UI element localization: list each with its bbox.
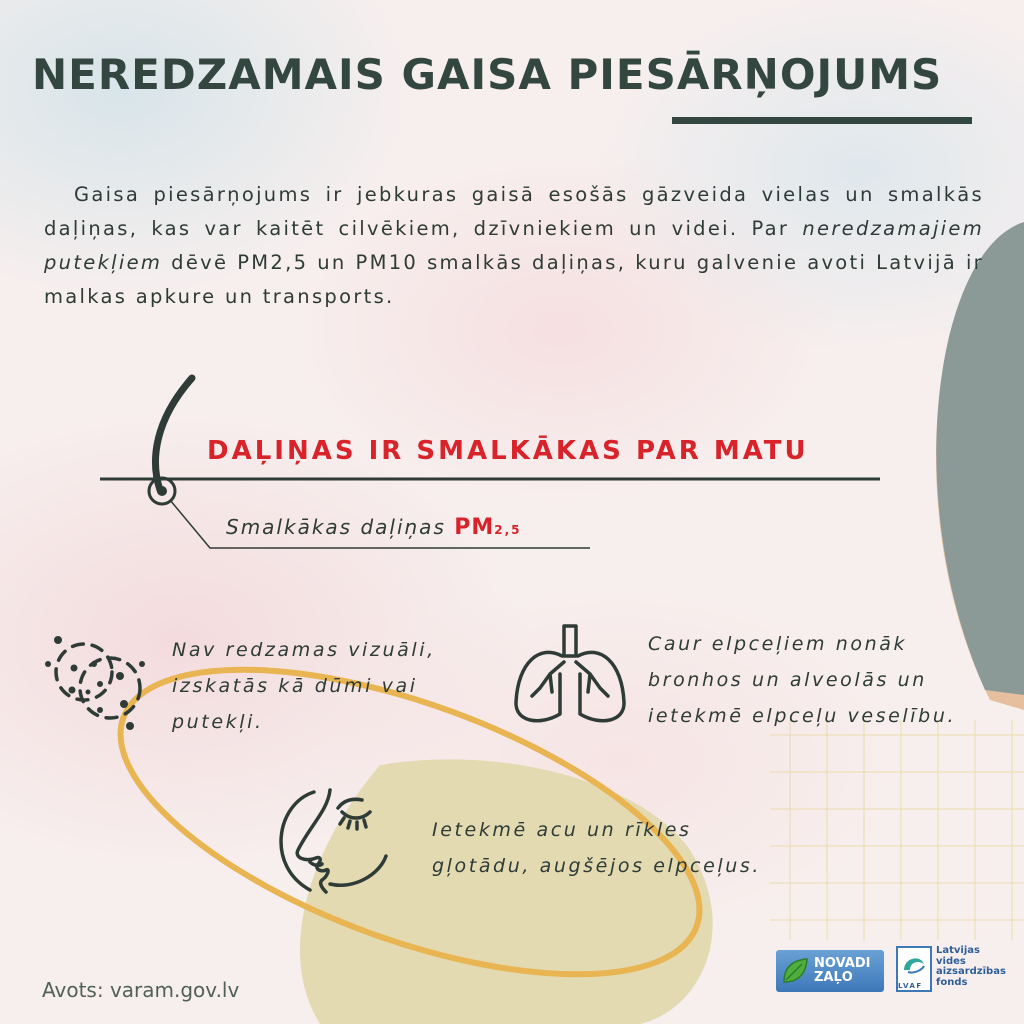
intro-italic-term: neredzamajiem putekļiem — [44, 217, 984, 274]
lvaf-name — [936, 946, 1008, 988]
lvaf-line-4: fonds — [936, 976, 968, 988]
intro-paragraph — [44, 178, 984, 314]
pm-caption-text: Smalkākas daļiņas — [226, 515, 446, 539]
face-profile-icon — [270, 786, 390, 896]
fact-face — [432, 812, 761, 884]
fact-face-line-1: Ietekmē acu un rīkles — [432, 819, 692, 841]
particles-icon — [38, 624, 150, 736]
particles-headline: DAĻIŅAS IR SMALKĀKAS PAR MATU — [207, 436, 809, 466]
intro-text-before: Gaisa piesārņojums ir jebkuras gaisā esošās gāzveida vielas un smalkās daļiņas, kas var kaitēt cilvēkiem, dzīvniekiem un videi. Par — [44, 183, 984, 240]
leaf-icon — [780, 956, 810, 986]
novadi-zalo-text — [814, 957, 870, 985]
fact-lungs — [648, 626, 956, 734]
fact-particles-line-2: izskatās kā dūmi vai — [172, 675, 418, 697]
fact-lungs-line-3: ietekmē elpceļu veselību. — [648, 705, 957, 727]
fact-particles-line-3: putekļi. — [172, 711, 264, 733]
lvaf-line-1: Latvijas — [936, 945, 980, 956]
grid-pattern — [770, 720, 1024, 940]
lvaf-line-2: vides — [936, 955, 966, 967]
pm-caption — [226, 515, 522, 540]
novadi-line-2: ZAĻO — [814, 970, 853, 985]
fact-lungs-line-2: bronhos un alveolās un — [648, 669, 927, 691]
intro-text-after: dēvē PM2,5 un PM10 smalkās daļiņas, kuru galvenie avoti Latvijā ir malkas apkure un transports. — [44, 251, 984, 308]
title-underline — [672, 117, 972, 124]
pm-subscript: 2,5 — [494, 523, 522, 537]
lvaf-line-3: aizsardzības — [936, 966, 1006, 977]
fact-particles-line-1: Nav redzamas vizuāli, — [172, 639, 436, 661]
page-title: NEREDZAMAIS GAISA PIESĀRŅOJUMS — [32, 50, 943, 99]
source-note: Avots: varam.gov.lv — [42, 978, 240, 1002]
fact-particles — [172, 632, 436, 740]
lungs-icon — [510, 622, 630, 732]
fact-face-line-2: gļotādu, augšējos elpceļus. — [432, 855, 762, 877]
lvaf-letters: LVAF — [898, 982, 923, 990]
novadi-line-1: NOVADI — [814, 956, 871, 971]
pm-label: PM — [454, 515, 495, 540]
fact-lungs-line-1: Caur elpceļiem nonāk — [648, 633, 908, 655]
novadi-zalo-logo — [776, 950, 884, 992]
lvaf-wave-icon — [898, 948, 930, 980]
